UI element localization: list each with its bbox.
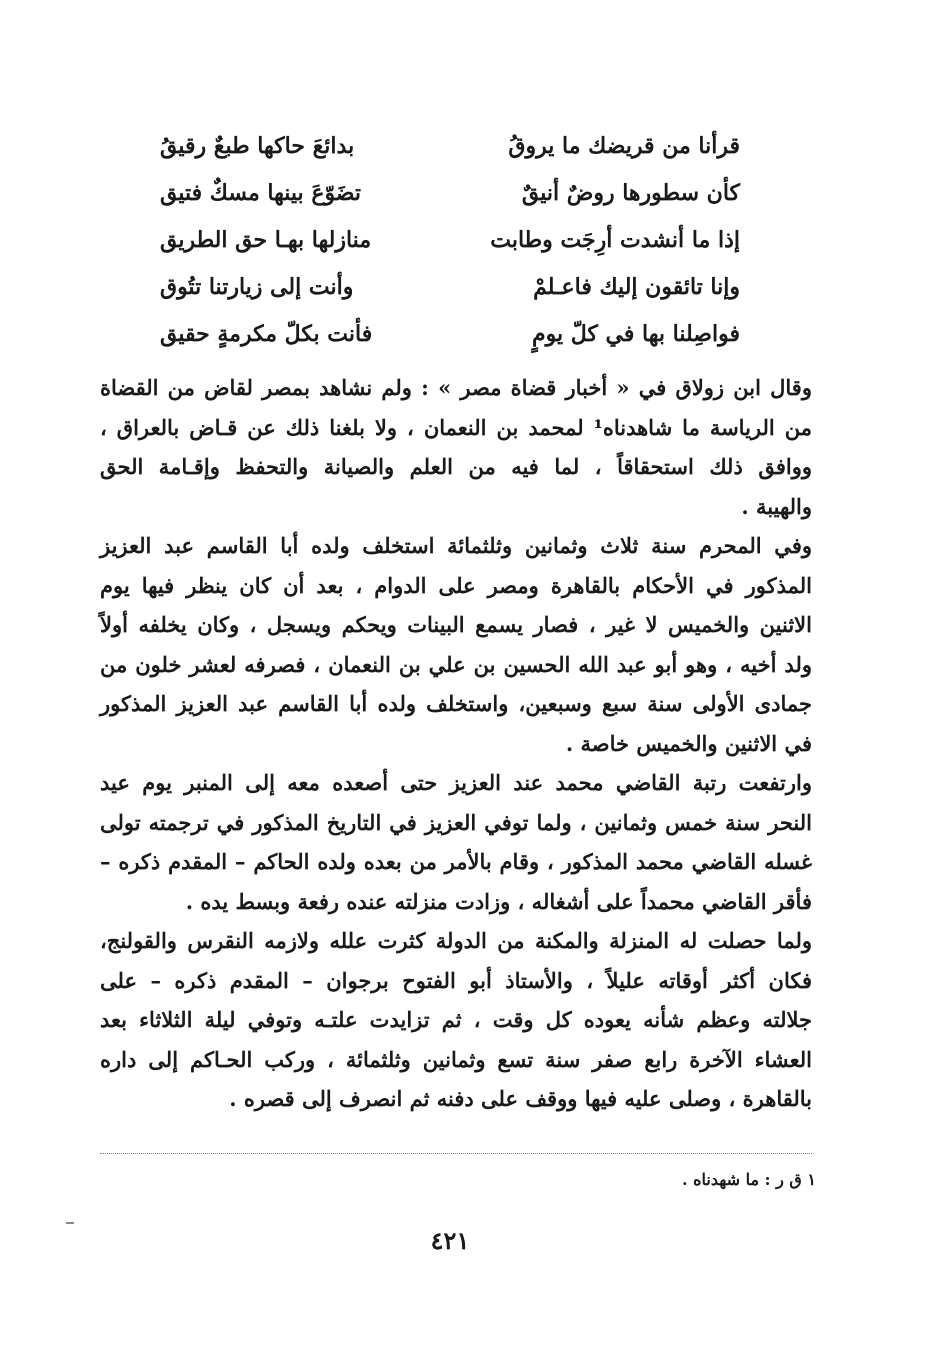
poem-verse: [160, 122, 740, 169]
text-line: فأقر القاضي محمداً على أشغاله ، وزادت منزلته عنده رفعة وبسط يده .: [185, 888, 812, 914]
poem-verse: [160, 263, 740, 310]
paragraph: [100, 763, 812, 921]
paragraph: [100, 368, 812, 526]
text-line: العشاء الآخرة رابع صفر سنة تسع وثمانين وثلثمائة ، وركب الحـاكم إلى داره: [100, 1046, 812, 1072]
paragraph: [100, 526, 812, 763]
verse-second-hemistich: فأنت بكلّ مكرمةٍ حقيق: [160, 320, 373, 347]
text-line: وفي المحرم سنة ثلاث وثمانين وثلثمائة استخلف ولده أبا القاسم عبد العزيز: [100, 533, 812, 558]
print-speck: [66, 1222, 74, 1224]
text-line: وقال ابن زولاق في « أخبار قضاة مصر » : ولم نشاهد بمصر لقاض من القضاة: [100, 375, 812, 400]
verse-first-hemistich: كأن سطورها روضٌ أنيقٌ: [521, 179, 740, 206]
poem-verse: [160, 310, 740, 357]
text-line: والهيبة .: [741, 493, 812, 519]
prose-body: [100, 368, 812, 1119]
text-line: النحر سنة خمس وثمانين ، ولما توفي العزيز في التاريخ المذكور في ترجمته تولى: [100, 809, 812, 835]
verse-second-hemistich: تضَوّعَ بينها مسكٌ فتيق: [160, 179, 362, 206]
text-line: وارتفعت رتبة القاضي محمد عند العزيز حتى أصعده معه إلى المنبر يوم عيد: [100, 770, 812, 795]
footnote-divider: [100, 1153, 812, 1154]
paragraph: [100, 921, 812, 1119]
verse-second-hemistich: بدائعَ حاكها طبعٌ رقيقُ: [160, 132, 355, 159]
page-number: ٤٢١: [430, 1226, 470, 1255]
text-line: جمادى الأولى سنة سبع وسبعين، واستخلف ولده أبا القاسم عبد العزيز المذكور: [100, 691, 812, 716]
verse-first-hemistich: وإنا تائقون إليك فاعـلمْ: [533, 273, 740, 300]
text-line: غسله القاضي محمد المذكور ، وقام بالأمر من بعده ولده الحاكم – المقدم ذكره –: [100, 849, 812, 874]
poem-verse: [160, 169, 740, 216]
text-line: ولما حصلت له المنزلة والمكنة من الدولة كثرت علله ولازمه النقرس والقولنج،: [100, 928, 812, 953]
verse-second-hemistich: منازلها بهـا حق الطريق: [160, 226, 372, 253]
text-line: ولد أخيه ، وهو أبو عبد الله الحسين بن علي بن النعمان ، فصرفه لعشر خلون من: [100, 651, 812, 677]
text-line: المذكور في الأحكام بالقاهرة ومصر على الدوام ، بعد أن كان ينظر فيها يوم: [100, 572, 812, 598]
text-line: بالقاهرة ، وصلى عليه فيها ووقف على دفنه ثم انصرف إلى قصره .: [229, 1086, 812, 1111]
text-line: جلالته وعظم شأنه يعوده كل وقت ، ثم تزايدت علتـه وتوفي ليلة الثلاثاء بعد: [100, 1007, 812, 1032]
verse-first-hemistich: قرأنا من قريضك ما يروقُ: [508, 132, 740, 159]
verse-second-hemistich: وأنت إلى زيارتنا تتُوق: [160, 273, 354, 300]
verse-first-hemistich: فواصِلنا بها في كلّ يومٍ: [531, 320, 740, 347]
footnote: ١ ق ر : ما شهدناه .: [682, 1170, 816, 1189]
poem-verse: [160, 216, 740, 263]
text-line: فكان أكثر أوقاته عليلاً ، والأستاذ أبو الفتوح برجوان – المقدم ذكره – على: [100, 967, 812, 993]
verse-first-hemistich: إذا ما أنشدت أرِجَت وطابت: [490, 226, 740, 253]
text-line: من الرياسة ما شاهدناه¹ لمحمد بن النعمان ، ولا بلغنا ذلك عن قـاض بالعراق ،: [100, 414, 812, 440]
poem-block: [160, 122, 740, 357]
text-line: في الاثنين والخميس خاصة .: [565, 730, 812, 756]
text-line: ووافق ذلك استحقاقاً ، لما فيه من العلم والصيانة والتحفظ وإقـامة الحق: [100, 454, 812, 479]
text-line: الاثنين والخميس لا غير ، فصار يسمع البينات ويحكم ويسجل ، وكان يخلفه أولاً: [100, 612, 812, 637]
